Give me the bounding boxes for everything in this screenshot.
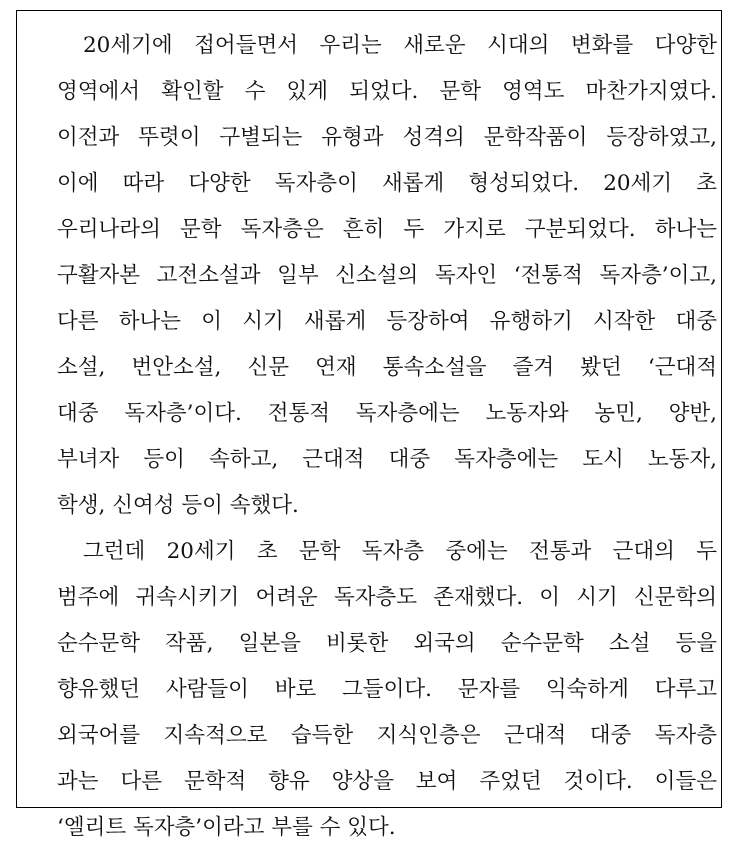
paragraph-1-line-7: 다른 하나는 이 시기 새롭게 등장하여 유행하기 시작한 대중 <box>57 309 717 334</box>
paragraph-2-line-7: ‘엘리트 독자층’이라고 부를 수 있다. <box>57 815 396 840</box>
passage-text <box>57 23 717 851</box>
paragraph-2-line-6: 과는 다른 문학적 향유 양상을 보여 주었던 것이다. 이들은 <box>57 769 717 794</box>
paragraph-2-line-1: 그런데 20세기 초 문학 독자층 중에는 전통과 근대의 두 <box>83 539 717 564</box>
paragraph-1-line-1: 20세기에 접어들면서 우리는 새로운 시대의 변화를 다양한 <box>83 33 717 58</box>
paragraph-1-line-10: 부녀자 등이 속하고, 근대적 대중 독자층에는 도시 노동자, <box>57 447 717 472</box>
paragraph-1-line-4: 이에 따라 다양한 독자층이 새롭게 형성되었다. 20세기 초 <box>57 171 717 196</box>
paragraph-2-line-5: 외국어를 지속적으로 습득한 지식인층은 근대적 대중 독자층 <box>57 723 717 748</box>
paragraph-2-line-2: 범주에 귀속시키기 어려운 독자층도 존재했다. 이 시기 신문학의 <box>57 585 717 610</box>
paragraph-1-line-11: 학생, 신여성 등이 속했다. <box>57 493 299 518</box>
paragraph-1-line-6: 구활자본 고전소설과 일부 신소설의 독자인 ‘전통적 독자층’이고, <box>57 263 717 288</box>
paragraph-1-line-5: 우리나라의 문학 독자층은 흔히 두 가지로 구분되었다. 하나는 <box>57 217 717 242</box>
paragraph-1-line-8: 소설, 번안소설, 신문 연재 통속소설을 즐겨 봤던 ‘근대적 <box>57 355 717 380</box>
paragraph-2-line-4: 향유했던 사람들이 바로 그들이다. 문자를 익숙하게 다루고 <box>57 677 717 702</box>
paragraph-1-line-9: 대중 독자층’이다. 전통적 독자층에는 노동자와 농민, 양반, <box>57 401 717 426</box>
text-box-frame <box>16 10 722 840</box>
paragraph-1-line-2: 영역에서 확인할 수 있게 되었다. 문학 영역도 마찬가지였다. <box>57 79 717 104</box>
paragraph-2-line-3: 순수문학 작품, 일본을 비롯한 외국의 순수문학 소설 등을 <box>57 631 717 656</box>
paragraph-1-line-3: 이전과 뚜렷이 구별되는 유형과 성격의 문학작품이 등장하였고, <box>57 125 717 150</box>
